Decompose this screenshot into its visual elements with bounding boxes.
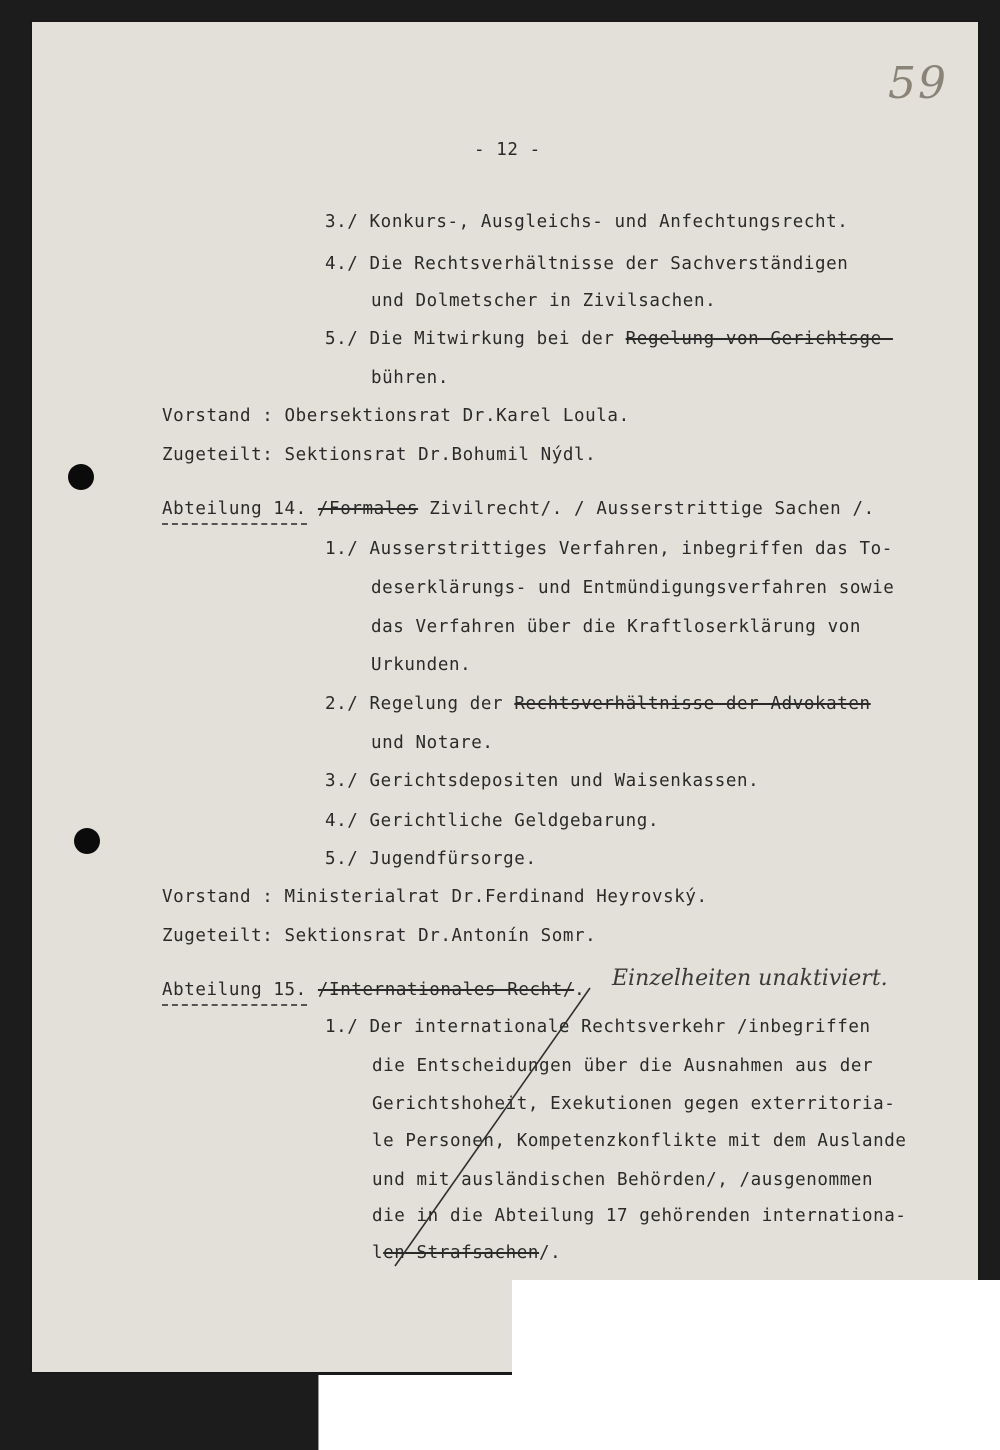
struck-text: /Formales [317,499,419,519]
item-14-5: 5./ Jugendfürsorge. [325,849,537,869]
item-15-1-cont: le Personen, Kompetenzkonflikte mit dem Auslande [372,1131,907,1151]
item-14-1-cont: Urkunden. [371,655,472,675]
item-14-2-text: 2./ Regelung der [325,694,515,714]
item-15-1-cont: die in die Abteilung 17 gehörenden internationa- [372,1206,907,1226]
item-15-1-cont: die Entscheidungen über die Ausnahmen aus der [372,1056,874,1076]
item-13-5-cont: bühren. [371,368,449,388]
section-14-title: Zivilrecht/. / Ausserstrittige Sachen /. [418,499,875,519]
item-15-1-cont: und mit ausländischen Behörden/, /ausgenommen [372,1170,874,1190]
struck-text: Rechtsverhältnisse der Advokaten [514,694,871,714]
redaction-patch [512,1280,1000,1450]
section-15-label: Abteilung 15. [162,980,307,1006]
item-14-1-cont: das Verfahren über die Kraftloserklärung von [371,617,861,637]
item-14-1-cont: deserklärungs- und Entmündigungsverfahren sowie [371,578,895,598]
item-15-1-end-pre: l [372,1243,384,1263]
assigned-14: Zugeteilt: Sektionsrat Dr.Antonín Somr. [162,926,597,946]
item-14-4: 4./ Gerichtliche Geldgebarung. [325,811,660,831]
head-14: Vorstand : Ministerialrat Dr.Ferdinand Heyrovský. [162,887,708,907]
item-15-1-cont: Gerichtshoheit, Exekutionen gegen exterritoria- [372,1094,896,1114]
item-13-4-cont: und Dolmetscher in Zivilsachen. [371,291,717,311]
section-14-label: Abteilung 14. [162,499,307,525]
struck-text: Regelung von Gerichtsge- [625,329,893,349]
folio-number: 59 [888,58,948,109]
item-14-1: 1./ Ausserstrittiges Verfahren, inbegriffen das To- [325,539,893,559]
item-15-1: 1./ Der internationale Rechtsverkehr /inbegriffen [325,1017,871,1037]
section-15-punct: . [574,980,586,1000]
item-13-3: 3./ Konkurs-, Ausgleichs- und Anfechtungsrecht. [325,212,849,232]
struck-text: en Strafsachen [383,1243,540,1263]
item-13-5-text: 5./ Die Mitwirkung bei der [325,329,626,349]
struck-text: /Internationales Recht/ [317,980,575,1000]
handwritten-note: Einzelheiten unaktiviert. [612,966,888,991]
page-number: - 12 - [474,140,541,160]
item-13-4: 4./ Die Rechtsverhältnisse der Sachverständigen [325,254,849,274]
item-15-1-end-post: /. [539,1243,562,1263]
head-13: Vorstand : Obersektionsrat Dr.Karel Loula. [162,406,630,426]
redaction-patch [318,1375,513,1450]
assigned-13: Zugeteilt: Sektionsrat Dr.Bohumil Nýdl. [162,445,597,465]
item-14-3: 3./ Gerichtsdepositen und Waisenkassen. [325,771,760,791]
item-14-2-cont: und Notare. [371,733,494,753]
